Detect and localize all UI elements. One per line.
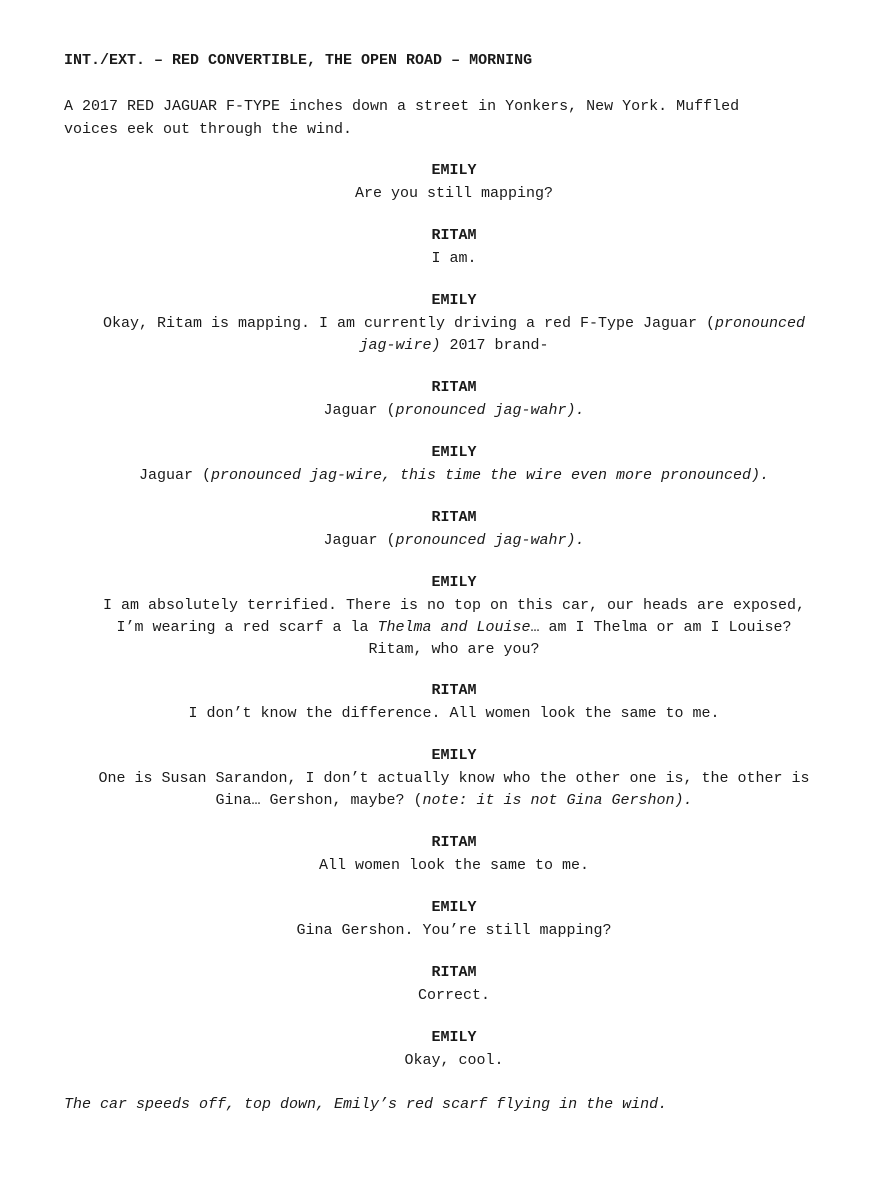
parenthetical-text: pronounced jag-wahr). — [395, 402, 585, 419]
dialogue-line — [40, 855, 868, 877]
film-title-text: Thelma and Louise — [377, 619, 531, 636]
character-name: EMILY — [431, 292, 477, 309]
character-name: RITAM — [431, 509, 477, 526]
character-name: RITAM — [431, 964, 477, 981]
dialogue-text: Jaguar ( — [323, 402, 396, 419]
dialogue-block — [40, 226, 868, 270]
dialogue-block — [40, 898, 868, 942]
dialogue-text: Okay, cool. — [404, 1052, 504, 1069]
parenthetical-text: jag-wire) — [359, 337, 441, 354]
dialogue-line — [40, 768, 868, 790]
dialogue-block — [40, 508, 868, 552]
dialogue-line — [40, 335, 868, 357]
character-name: RITAM — [431, 834, 477, 851]
dialogue-block — [40, 963, 868, 1007]
dialogue-line — [40, 595, 868, 617]
dialogue-text: I don’t know the difference. All women look the same to me. — [188, 705, 720, 722]
dialogue-line — [40, 248, 868, 270]
parenthetical-text: note: it is not Gina Gershon). — [422, 792, 693, 809]
character-name: EMILY — [431, 574, 477, 591]
action-line: A 2017 RED JAGUAR F-TYPE inches down a street in Yonkers, New York. Muffled — [64, 98, 740, 115]
character-name: EMILY — [431, 899, 477, 916]
dialogue-line — [40, 1050, 868, 1072]
dialogue-block — [40, 443, 868, 487]
dialogue-line — [40, 920, 868, 942]
scene-heading: INT./EXT. – RED CONVERTIBLE, THE OPEN ROAD – MORNING — [64, 52, 533, 69]
dialogue-line — [40, 617, 868, 639]
dialogue-text: All women look the same to me. — [318, 857, 590, 874]
dialogue-line — [40, 530, 868, 552]
dialogue-block — [40, 1028, 868, 1072]
character-name: EMILY — [431, 747, 477, 764]
dialogue-text: I’m wearing a red scarf a la — [116, 619, 378, 636]
dialogue-text: Jaguar ( — [323, 532, 396, 549]
dialogue-block — [40, 291, 868, 357]
dialogue-text: Jaguar ( — [138, 467, 211, 484]
dialogue-text: … am I Thelma or am I Louise? — [530, 619, 792, 636]
character-name: EMILY — [431, 1029, 477, 1046]
character-name: EMILY — [431, 444, 477, 461]
dialogue-block — [40, 746, 868, 812]
parenthetical-text: pronounced jag-wahr). — [395, 532, 585, 549]
character-name: RITAM — [431, 682, 477, 699]
dialogue-text: I am absolutely terrified. There is no top on this car, our heads are exposed, — [102, 597, 806, 614]
character-name: EMILY — [431, 162, 477, 179]
dialogue-text: Gina Gershon. You’re still mapping? — [296, 922, 612, 939]
dialogue-block — [40, 573, 868, 661]
parenthetical-text: pronounced — [715, 315, 806, 332]
dialogue-text: Gina… Gershon, maybe? ( — [215, 792, 423, 809]
dialogue-block — [40, 681, 868, 725]
dialogue-block — [40, 161, 868, 205]
character-name: RITAM — [431, 227, 477, 244]
dialogue-line — [40, 400, 868, 422]
character-name: RITAM — [431, 379, 477, 396]
dialogue-block — [40, 833, 868, 877]
dialogue-line — [40, 313, 868, 335]
dialogue-text: I am. — [431, 250, 477, 267]
dialogue-line — [40, 183, 868, 205]
dialogue-line — [40, 639, 868, 661]
dialogue-line — [40, 790, 868, 812]
dialogue-text: 2017 brand- — [440, 337, 549, 354]
dialogue-text: Correct. — [417, 987, 490, 1004]
dialogue-text: Ritam, who are you? — [368, 641, 540, 658]
dialogue-text: One is Susan Sarandon, I don’t actually know who the other one is, the other is — [98, 770, 810, 787]
dialogue-text: Okay, Ritam is mapping. I am currently driving a red F-Type Jaguar ( — [102, 315, 716, 332]
dialogue-line — [40, 703, 868, 725]
action-paragraph — [64, 95, 844, 141]
parenthetical-text: pronounced jag-wire, this time the wire even more pronounced). — [210, 467, 770, 484]
dialogue-line — [40, 465, 868, 487]
dialogue-line — [40, 985, 868, 1007]
closing-action: The car speeds off, top down, Emily’s red scarf flying in the wind. — [64, 1096, 668, 1113]
dialogue-text: Are you still mapping? — [354, 185, 554, 202]
dialogue-block — [40, 378, 868, 422]
action-line: voices eek out through the wind. — [64, 121, 353, 138]
